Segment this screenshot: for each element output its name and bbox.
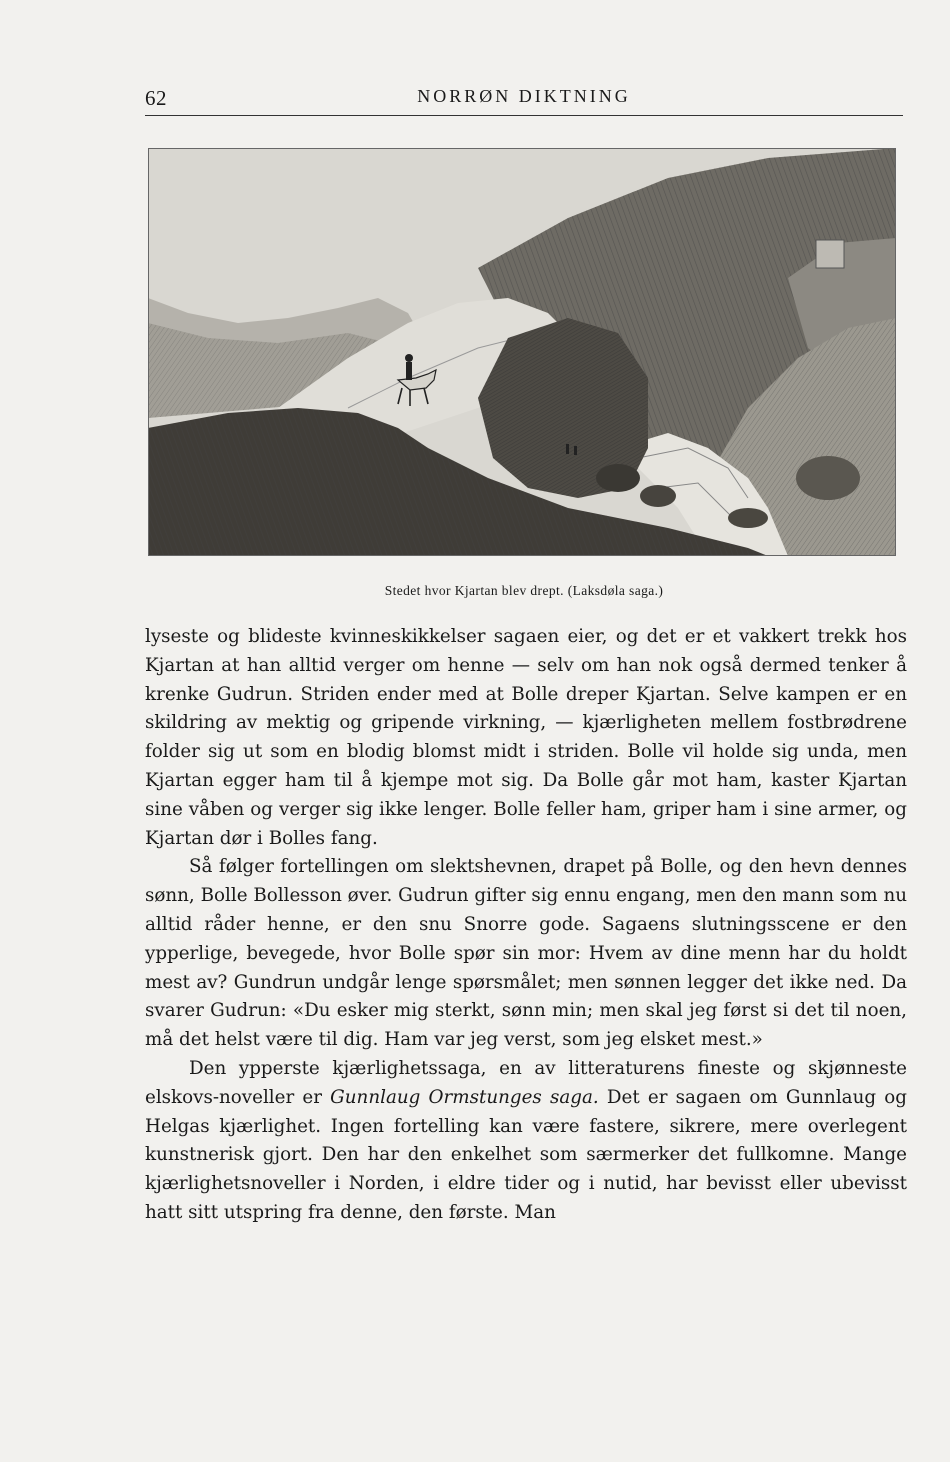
header-rule — [145, 115, 903, 116]
running-title: NORRØN DIKTNING — [417, 86, 631, 106]
running-head — [145, 84, 903, 114]
saga-title: Gunnlaug Ormstunges saga. — [330, 1086, 599, 1108]
page-number: 62 — [145, 86, 167, 110]
paragraph-3-rest: Det er sagaen om Gunnlaug og Helgas kjærlighet. Ingen fortelling kan være fastere, sikrere, mere overlegent kunstnerisk gjort. Den har den enkelhet som særmerker det fullkomne. Mange kjærlighetsnoveller i Norden, i eldre tider og i nutid, har bevisst eller ubevisst hatt sitt utspring fra denne, den første. Man — [145, 1086, 907, 1223]
illustration-drawing — [148, 148, 896, 556]
figure-caption: Stedet hvor Kjartan blev drept. (Laksdøla saga.) — [384, 583, 664, 598]
body-text — [145, 623, 907, 1228]
illustration-mountain-pass — [148, 148, 896, 556]
paragraph-3-lead: Den ypperste kjærlighetssaga, en av litteraturens fineste og skjønneste elskovs-noveller er — [145, 1057, 907, 1108]
paragraph-3 — [145, 1055, 907, 1228]
paragraph-1: lyseste og blideste kvinneskikkelser sagaen eier, og det er et vakkert trekk hos Kjartan at han alltid verger om henne — selv om han nok også dermed tenker å krenke Gudrun. Striden ender med at Bolle dreper Kjartan. Selve kampen er en skildring av mektig og gripende virkning, — kjærligheten mellem fostbrødrene folder sig ut som en blodig blomst midt i striden. Bolle vil holde sig unda, men Kjartan egger ham til å kjempe mot sig. Da Bolle går mot ham, kaster Kjartan sine våben og verger sig ikke lenger. Bolle feller ham, griper ham i sine armer, og Kjartan dør i Bolles fang. — [145, 626, 907, 849]
paragraph-2: Så følger fortellingen om slektshevnen, drapet på Bolle, og den hevn dennes sønn, Bolle Bollesson øver. Gudrun gifter sig ennu engang, men den mann som nu alltid råder henne, er den snu Snorre gode. Sagaens slutningsscene er den ypperlige, bevegede, hvor Bolle spør sin mor: Hvem av dine menn har du holdt mest av? Gundrun undgår lenge spørsmålet; men sønnen legger det ikke ned. Da svarer Gudrun: «Du esker mig sterkt, sønn min; men skal jeg først si det til noen, må det helst være til dig. Ham var jeg verst, som jeg elsket mest.» — [145, 856, 907, 1051]
